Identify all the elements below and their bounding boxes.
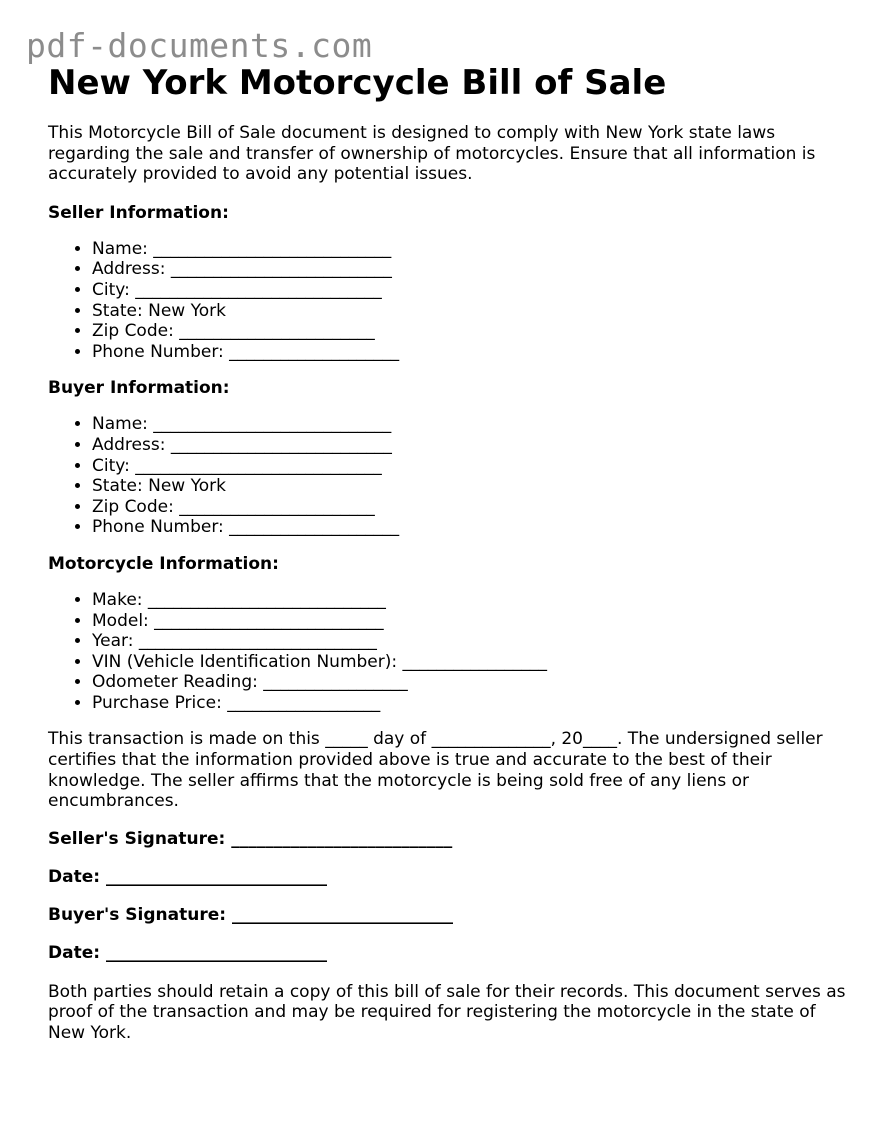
closing-paragraph: Both parties should retain a copy of this bill of sale for their records. This document serves as proof of the transaction and may be required for registering the motorcycle in the state of New York.	[48, 981, 846, 1044]
buyer-heading: Buyer Information:	[48, 378, 230, 399]
seller-name-field: • Name: ____________________________	[92, 239, 848, 260]
buyer-city-field: • City: _____________________________	[92, 456, 848, 477]
buyer-phone-field: • Phone Number: ____________________	[92, 517, 848, 538]
buyer-name-field: • Name: ____________________________	[92, 414, 848, 435]
buyer-address-field: • Address: __________________________	[92, 435, 848, 456]
transaction-paragraph: This transaction is made on this _____ day of ______________, 20____. The undersigned seller certifies that the information provided above is true and accurate to the best of their knowledge. The seller affirms that the motorcycle is being sold free of any liens or encumbrances.	[48, 729, 823, 812]
seller-section	[48, 203, 848, 363]
motorcycle-list	[48, 590, 848, 714]
seller-phone-field: • Phone Number: ____________________	[92, 342, 848, 363]
motorcycle-odometer-field: • Odometer Reading: _________________	[92, 672, 848, 693]
motorcycle-vin-field: • VIN (Vehicle Identification Number): _________________	[92, 652, 848, 673]
seller-address-field: • Address: __________________________	[92, 259, 848, 280]
document-body	[48, 62, 848, 1044]
motorcycle-heading: Motorcycle Information:	[48, 553, 279, 574]
motorcycle-model-field: • Model: ___________________________	[92, 611, 848, 632]
buyer-signature-line: Buyer's Signature: __________________________	[48, 904, 453, 925]
seller-signature-line: Seller's Signature: __________________________	[48, 828, 453, 849]
seller-zip-field: • Zip Code: _______________________	[92, 321, 848, 342]
page-title: New York Motorcycle Bill of Sale	[48, 63, 667, 103]
motorcycle-year-field: • Year: ____________________________	[92, 631, 848, 652]
motorcycle-make-field: • Make: ____________________________	[92, 590, 848, 611]
seller-list	[48, 239, 848, 363]
seller-city-field: • City: _____________________________	[92, 280, 848, 301]
seller-heading: Seller Information:	[48, 202, 229, 223]
seller-state-field: • State: New York	[92, 301, 848, 322]
buyer-section	[48, 378, 848, 538]
motorcycle-price-field: • Purchase Price: __________________	[92, 693, 848, 714]
watermark: pdf-documents.com	[26, 26, 373, 65]
buyer-state-field: • State: New York	[92, 476, 848, 497]
buyer-list	[48, 414, 848, 538]
seller-date-line: Date: __________________________	[48, 866, 327, 887]
motorcycle-section	[48, 554, 848, 714]
buyer-zip-field: • Zip Code: _______________________	[92, 497, 848, 518]
intro-paragraph: This Motorcycle Bill of Sale document is designed to comply with New York state laws regarding the sale and transfer of ownership of motorcycles. Ensure that all information is accurately provided to avoid any potential issues.	[48, 123, 816, 185]
buyer-date-line: Date: __________________________	[48, 942, 327, 963]
